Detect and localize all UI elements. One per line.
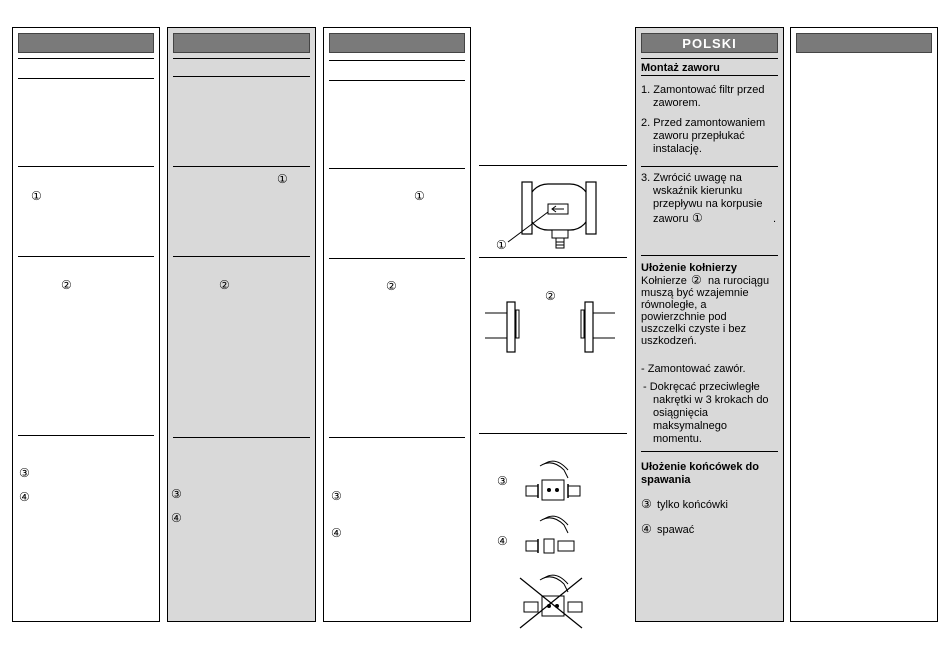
mount-instruction: - Zamontować zawór.	[641, 363, 746, 375]
divider	[173, 437, 310, 438]
divider	[641, 166, 778, 167]
column-header	[796, 33, 932, 53]
section-title-flanges: Ułożenie kołnierzy	[641, 262, 737, 274]
divider	[18, 435, 154, 436]
divider	[173, 166, 310, 167]
section-title-valve-mounting: Montaż zaworu	[641, 62, 720, 74]
divider	[641, 451, 778, 452]
marker-3: ③	[497, 474, 508, 488]
tighten-instruction: nakrętki w 3 krokach do	[653, 394, 769, 406]
tighten-instruction: - Dokręcać przeciwległe	[643, 381, 760, 393]
divider	[329, 168, 465, 169]
step-3-period: .	[773, 213, 777, 225]
tighten-instruction: osiągnięcia	[653, 407, 709, 419]
marker-4: ④	[641, 522, 652, 536]
step-2-line: zaworu przepłukać	[653, 130, 745, 142]
weld-ends-only-diagram	[522, 458, 582, 508]
marker-1: ①	[414, 189, 425, 203]
divider	[173, 58, 310, 59]
section-title-weld-ends: Ułożenie końcówek do	[641, 461, 759, 473]
marker-4: ④	[331, 526, 342, 540]
divider	[479, 433, 627, 434]
tighten-instruction: maksymalnego	[653, 420, 727, 432]
divider	[641, 75, 778, 76]
polski-header: POLSKI	[641, 33, 778, 53]
divider	[641, 255, 778, 256]
marker-4: ④	[19, 490, 30, 504]
column-header	[173, 33, 310, 53]
divider	[641, 58, 778, 59]
tighten-instruction: momentu.	[653, 433, 702, 445]
language-column-1	[12, 27, 160, 622]
step-3-line: zaworu	[653, 213, 689, 225]
polski-column	[635, 27, 784, 622]
flange-alignment-diagram	[485, 296, 615, 360]
step-2-line: 2. Przed zamontowaniem	[641, 117, 766, 129]
divider	[18, 78, 154, 79]
step-2-line: instalację.	[653, 143, 702, 155]
divider	[479, 257, 627, 258]
flange-text: na rurociągu	[708, 275, 770, 287]
marker-4: ④	[171, 511, 182, 525]
divider	[18, 256, 154, 257]
marker-4: ④	[497, 534, 508, 548]
marker-2: ②	[386, 279, 397, 293]
valve-flow-indicator-diagram	[490, 176, 610, 256]
language-column-3	[323, 27, 471, 622]
divider	[329, 60, 465, 61]
marker-2: ②	[219, 278, 230, 292]
section-title-weld-ends: spawania	[641, 474, 691, 486]
marker-2: ②	[691, 273, 702, 287]
divider	[479, 165, 627, 166]
marker-3: ③	[19, 466, 30, 480]
flange-text: muszą być wzajemnie	[641, 287, 749, 299]
divider	[18, 166, 154, 167]
flange-text: uszkodzeń.	[641, 335, 697, 347]
weld-step-3: tylko końcówki	[657, 499, 728, 511]
column-header	[18, 33, 154, 53]
marker-1: ①	[496, 238, 507, 252]
marker-1: ①	[277, 172, 288, 186]
divider	[329, 80, 465, 81]
divider	[173, 256, 310, 257]
weld-diagram	[522, 513, 582, 561]
weld-step-4: spawać	[657, 524, 695, 536]
language-column-2	[167, 27, 316, 622]
marker-3: ③	[641, 497, 652, 511]
flange-text: Kołnierze	[641, 275, 687, 287]
flange-text: równoległe, a	[641, 299, 707, 311]
divider	[329, 437, 465, 438]
divider	[173, 76, 310, 77]
step-3-line: wskaźnik kierunku	[653, 185, 743, 197]
marker-3: ③	[331, 489, 342, 503]
step-3-line: 3. Zwrócić uwagę na	[641, 172, 742, 184]
marker-2: ②	[61, 278, 72, 292]
step-1-line: 1. Zamontować filtr przed	[641, 84, 765, 96]
welding-prohibited-diagram	[516, 572, 586, 630]
flange-text: powierzchnie pod	[641, 311, 727, 323]
divider	[18, 58, 154, 59]
marker-2: ②	[545, 289, 556, 303]
marker-3: ③	[171, 487, 182, 501]
flange-text: uszczelki czyste i bez	[641, 323, 747, 335]
column-header	[329, 33, 465, 53]
step-3-line: przepływu na korpusie	[653, 198, 763, 210]
step-1-line: zaworem.	[653, 97, 701, 109]
divider	[329, 258, 465, 259]
marker-1: ①	[31, 189, 42, 203]
marker-1: ①	[692, 211, 703, 225]
language-column-6	[790, 27, 938, 622]
